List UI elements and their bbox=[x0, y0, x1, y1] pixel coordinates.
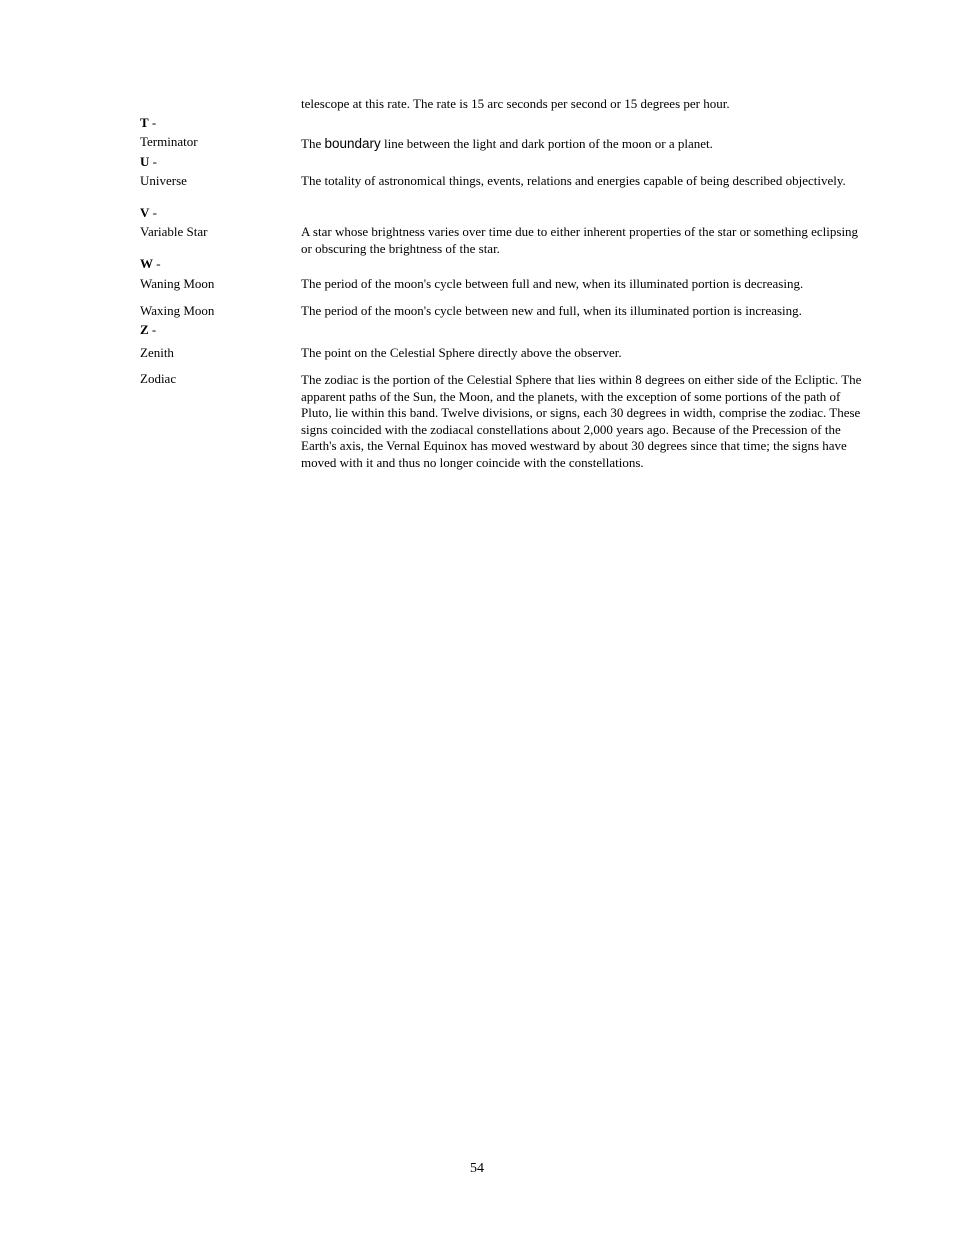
section-header-z bbox=[140, 322, 156, 339]
definition-text: The bbox=[301, 136, 325, 151]
definition-universe: The totality of astronomical things, events, relations and energies capable of being described objectively. bbox=[301, 173, 846, 188]
section-dash: - bbox=[152, 154, 157, 169]
definition-emphasis: boundary bbox=[324, 136, 381, 151]
section-header-w bbox=[140, 256, 161, 273]
term-universe: Universe bbox=[140, 173, 187, 188]
definition-zenith: The point on the Celestial Sphere directly above the observer. bbox=[301, 345, 622, 360]
term-waning-moon: Waning Moon bbox=[140, 276, 215, 291]
continuation-text: telescope at this rate. The rate is 15 arc seconds per second or 15 degrees per hour. bbox=[301, 96, 730, 111]
section-dash: - bbox=[151, 322, 157, 337]
term-variable-star: Variable Star bbox=[140, 224, 208, 239]
section-dash: - bbox=[151, 115, 157, 130]
section-dash: - bbox=[152, 205, 157, 220]
section-header-v bbox=[140, 205, 157, 222]
section-letter: V bbox=[140, 205, 150, 220]
definition-zodiac: The zodiac is the portion of the Celestial Sphere that lies within 8 degrees on either side of the Ecliptic. The apparent paths of the Sun, the Moon, and the planets, with the exception of some portions of the path of Pluto, lie within this band. Twelve divisions, or signs, each 30 degrees in width, comprise the zodiac. These signs coincided with the zodiacal constellations about 2,000 years ago. Because of the Precession of the Earth's axis, the Vernal Equinox has moved westward by about 30 degrees since that time; the signs have moved with it and thus no longer coincide with the constellations. bbox=[301, 372, 862, 470]
page-number: 54 bbox=[470, 1161, 484, 1176]
definition-terminator bbox=[301, 136, 871, 153]
term-terminator: Terminator bbox=[140, 134, 198, 149]
definition-waxing-moon: The period of the moon's cycle between new and full, when its illuminated portion is increasing. bbox=[301, 303, 802, 318]
term-zenith: Zenith bbox=[140, 345, 174, 360]
section-header-u bbox=[140, 154, 157, 171]
section-letter: U bbox=[140, 154, 150, 169]
section-letter: Z bbox=[140, 322, 149, 337]
section-dash: - bbox=[156, 256, 161, 271]
term-zodiac: Zodiac bbox=[140, 371, 177, 386]
term-waxing-moon: Waxing Moon bbox=[140, 303, 215, 318]
section-letter: W bbox=[140, 256, 153, 271]
definition-variable-star: A star whose brightness varies over time due to either inherent properties of the star or something eclipsing or obscuring the brightness of the star. bbox=[301, 224, 859, 256]
definition-waning-moon: The period of the moon's cycle between full and new, when its illuminated portion is decreasing. bbox=[301, 276, 804, 291]
section-header-t bbox=[140, 115, 156, 132]
definition-text: line between the light and dark portion of the moon or a planet. bbox=[380, 136, 713, 151]
section-letter: T bbox=[140, 115, 149, 130]
